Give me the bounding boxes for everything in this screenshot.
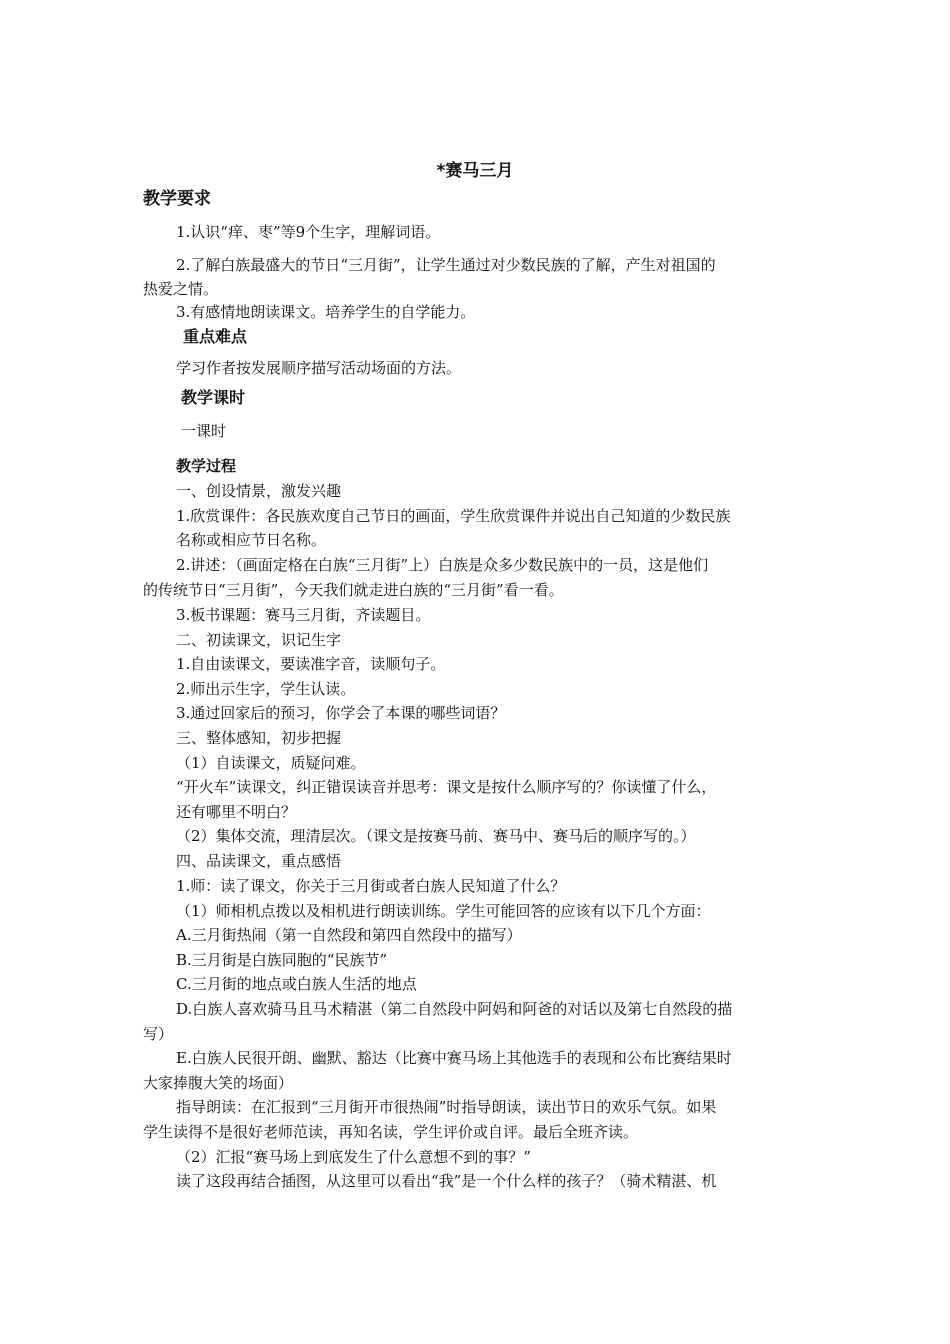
- heading-key-points: 重点难点: [183, 327, 248, 346]
- process-line: （2）汇报“赛马场上到底发生了什么意想不到的事？”: [176, 1148, 531, 1166]
- process-line: 3.通过回家后的预习，你学会了本课的哪些词语？: [176, 704, 506, 722]
- heading-requirements: 教学要求: [143, 189, 211, 209]
- document-title: *赛马三月: [436, 161, 514, 181]
- process-line: 1.师：读了课文，你关于三月街或者白族人民知道了什么？: [176, 877, 566, 895]
- process-line: 四、品读课文，重点感悟: [176, 852, 342, 870]
- process-line: 一、创设情景，激发兴趣: [176, 482, 342, 500]
- key-points-text: 学习作者按发展顺序描写活动场面的方法。: [176, 359, 462, 377]
- process-line: 3.板书课题：赛马三月街，齐读题目。: [176, 606, 431, 624]
- process-line: 读了这段再结合插图，从这里可以看出“我”是一个什么样的孩子？（骑术精湛、机: [176, 1172, 717, 1190]
- process-line: B.三月街是白族同胞的“民族节”: [176, 951, 388, 969]
- process-line: 的传统节日“三月街”，今天我们就走进白族的“三月街”看一看。: [143, 581, 564, 599]
- process-line: 写）: [143, 1025, 174, 1043]
- requirement-2-line-1: 2.了解白族最盛大的节日“三月街”，让学生通过对少数民族的了解，产生对祖国的: [176, 256, 716, 274]
- process-line: 还有哪里不明白？: [176, 803, 297, 821]
- process-line: 2.师出示生字，学生认读。: [176, 680, 356, 698]
- process-line: （2）集体交流，理清层次。（课文是按赛马前、赛马中、赛马后的顺序写的。）: [176, 827, 696, 845]
- process-line: 二、初读课文，识记生字: [176, 631, 342, 649]
- process-line: D.白族人喜欢骑马且马术精湛（第二自然段中阿妈和阿爸的对话以及第七自然段的描: [176, 1000, 733, 1018]
- process-line: C.三月街的地点或白族人生活的地点: [176, 975, 417, 993]
- process-line: （1）师相机点拨以及相机进行朗读训练。学生可能回答的应该有以下几个方面：: [176, 902, 711, 920]
- process-line: 1.欣赏课件：各民族欢度自己节日的画面，学生欣赏课件并说出自己知道的少数民族: [176, 507, 731, 525]
- heading-process: 教学过程: [176, 457, 237, 475]
- process-line: “开火车”读课文，纠正错误读音并思考：课文是按什么顺序写的？你读懂了什么，: [176, 778, 717, 796]
- process-line: 1.自由读课文，要读准字音，读顺句子。: [176, 655, 446, 673]
- process-line: A.三月街热闹（第一自然段和第四自然段中的描写）: [176, 926, 522, 944]
- class-hours-text: 一课时: [181, 422, 227, 440]
- requirement-2-line-2: 热爱之情。: [143, 280, 219, 298]
- process-line: 三、整体感知，初步把握: [176, 729, 342, 747]
- process-line: E.白族人民很开朗、幽默、豁达（比赛中赛马场上其他选手的表现和公布比赛结果时: [176, 1049, 732, 1067]
- process-line: （1）自读课文，质疑问难。: [176, 754, 366, 772]
- process-line: 指导朗读：在汇报到“三月街开市很热闹”时指导朗读，读出节日的欢乐气氛。如果: [176, 1098, 717, 1116]
- process-line: 学生读得不是很好老师范读，再知名读，学生评价或自评。最后全班齐读。: [143, 1123, 639, 1141]
- requirement-1: 1.认识“痒、枣”等9个生字，理解词语。: [176, 223, 441, 241]
- process-line: 2.讲述：（画面定格在白族“三月街”上）白族是众多少数民族中的一员，这是他们: [176, 556, 709, 574]
- process-line: 名称或相应节日名称。: [176, 531, 327, 549]
- process-line: 大家捧腹大笑的场面）: [143, 1074, 294, 1092]
- requirement-3: 3.有感情地朗读课文。培养学生的自学能力。: [176, 303, 476, 321]
- heading-class-hours: 教学课时: [181, 388, 246, 407]
